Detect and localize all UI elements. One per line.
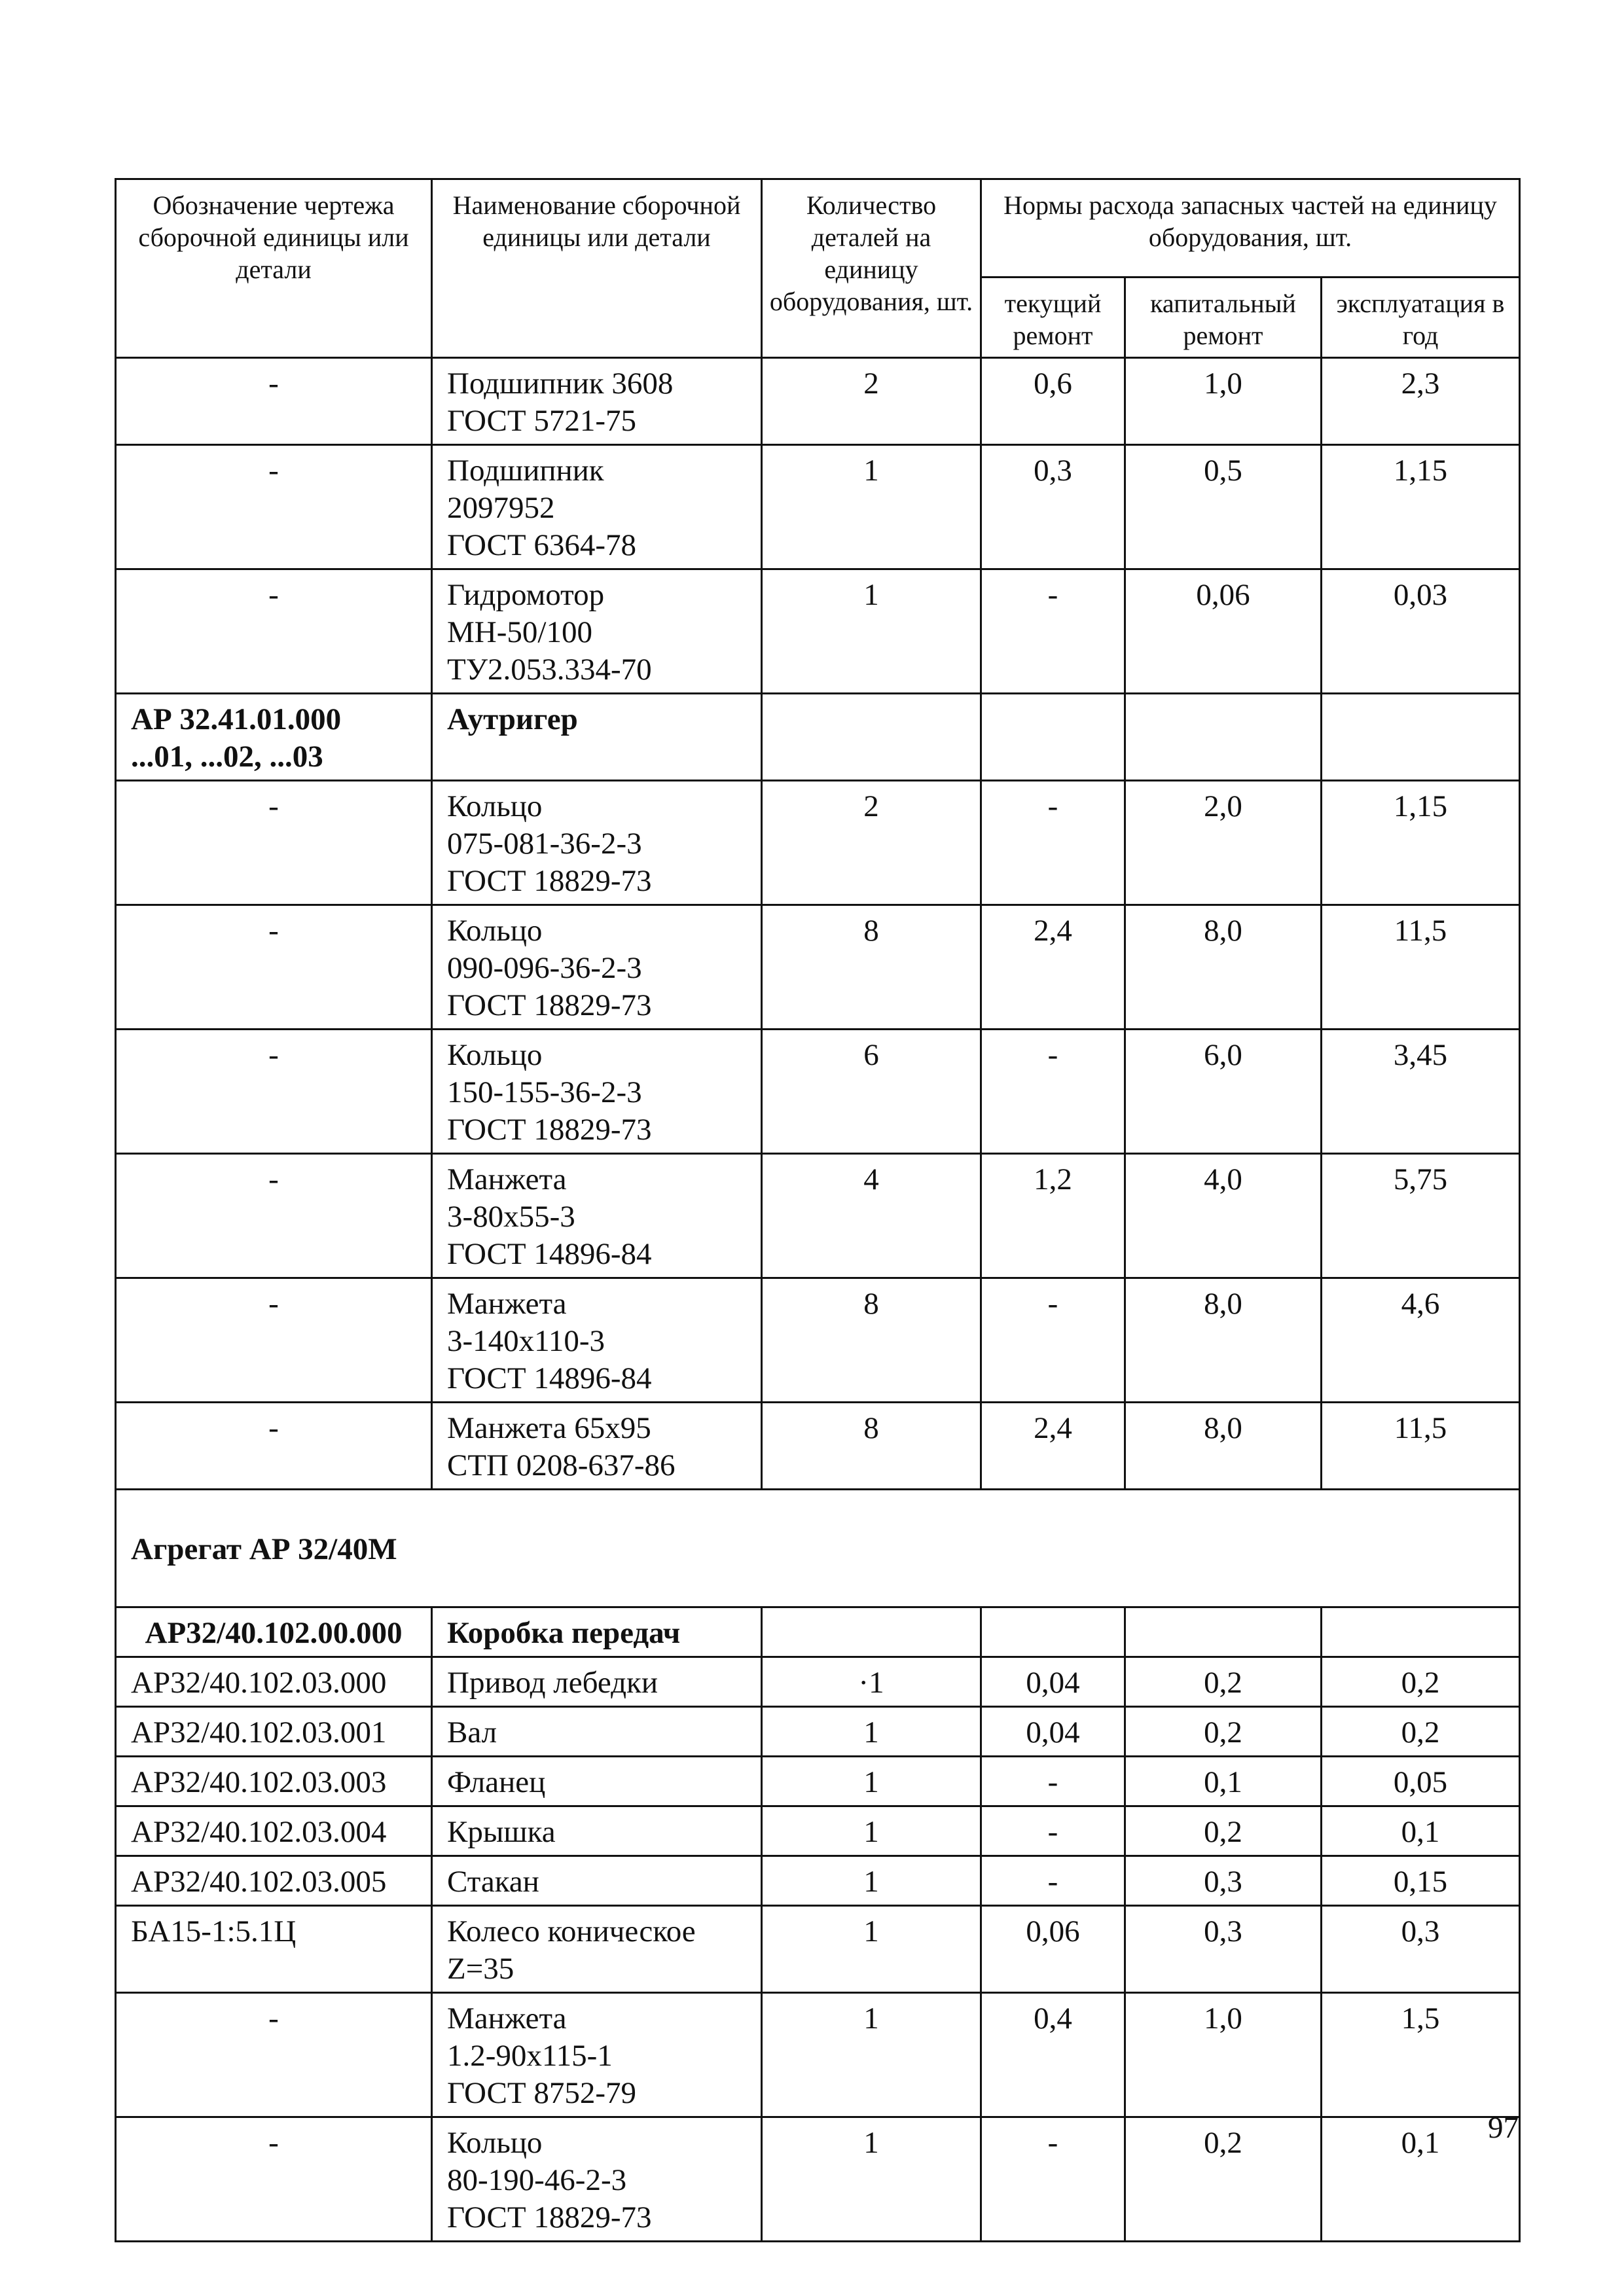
cell-yearly: 0,15: [1322, 1856, 1520, 1906]
table-row: [116, 1657, 1520, 1707]
table-row: [116, 1607, 1520, 1657]
cell-name: Кольцо 075-081-36-2-3 ГОСТ 18829-73: [432, 781, 762, 905]
cell-yearly: 2,3: [1322, 358, 1520, 445]
cell-name: Фланец: [432, 1757, 762, 1806]
table-row: [116, 1906, 1520, 1993]
cell-capital: 1,0: [1125, 358, 1322, 445]
cell-yearly: 5,75: [1322, 1154, 1520, 1278]
cell-capital: 0,3: [1125, 1856, 1322, 1906]
cell-code: -: [116, 358, 432, 445]
cell-code: БА15-1:5.1Ц: [116, 1906, 432, 1993]
cell-current: 0,04: [981, 1657, 1125, 1707]
cell-qty: 1: [762, 1806, 981, 1856]
table-row: [116, 358, 1520, 445]
table-row: [116, 1278, 1520, 1403]
header-name: Наименование сборочной единицы или детали: [432, 179, 762, 358]
cell-qty: 4: [762, 1154, 981, 1278]
cell-qty: 1: [762, 445, 981, 569]
cell-code: -: [116, 1030, 432, 1154]
cell-name: Кольцо 150-155-36-2-3 ГОСТ 18829-73: [432, 1030, 762, 1154]
cell-code: -: [116, 569, 432, 694]
cell-code: -: [116, 2117, 432, 2242]
cell-yearly: [1322, 1607, 1520, 1657]
cell-current: -: [981, 1030, 1125, 1154]
cell-yearly: 1,15: [1322, 445, 1520, 569]
page-number: 97: [1488, 2111, 1519, 2145]
cell-current: 1,2: [981, 1154, 1125, 1278]
cell-current: -: [981, 1856, 1125, 1906]
cell-yearly: 1,5: [1322, 1993, 1520, 2117]
cell-current: 2,4: [981, 1403, 1125, 1490]
table-row: [116, 569, 1520, 694]
cell-qty: 1: [762, 1856, 981, 1906]
cell-name: Коробка передач: [432, 1607, 762, 1657]
header-current-repair: текущий ремонт: [981, 278, 1125, 358]
cell-name: Гидромотор МН-50/100 ТУ2.053.334-70: [432, 569, 762, 694]
table-row: [116, 694, 1520, 781]
table-row: [116, 1154, 1520, 1278]
cell-current: 0,3: [981, 445, 1125, 569]
table-row: [116, 1030, 1520, 1154]
cell-qty: [762, 694, 981, 781]
table-row: [116, 1707, 1520, 1757]
cell-capital: 6,0: [1125, 1030, 1322, 1154]
table-row: [116, 781, 1520, 905]
cell-capital: 0,2: [1125, 2117, 1322, 2242]
table-row: [116, 1856, 1520, 1906]
cell-current: 0,06: [981, 1906, 1125, 1993]
table-row: [116, 905, 1520, 1030]
cell-capital: 0,06: [1125, 569, 1322, 694]
cell-code: АР32/40.102.03.004: [116, 1806, 432, 1856]
cell-qty: 1: [762, 1906, 981, 1993]
cell-capital: 2,0: [1125, 781, 1322, 905]
cell-yearly: 0,2: [1322, 1657, 1520, 1707]
cell-yearly: 0,05: [1322, 1757, 1520, 1806]
header-norms: Нормы расхода запасных частей на единицу оборудования, шт.: [981, 179, 1520, 278]
cell-qty: 1: [762, 569, 981, 694]
cell-code: -: [116, 905, 432, 1030]
cell-name: Стакан: [432, 1856, 762, 1906]
cell-qty: 1: [762, 1707, 981, 1757]
table-row: [116, 1403, 1520, 1490]
cell-code: -: [116, 445, 432, 569]
cell-qty: 2: [762, 358, 981, 445]
cell-qty: [762, 1607, 981, 1657]
cell-qty: 8: [762, 905, 981, 1030]
cell-name: Аутригер: [432, 694, 762, 781]
cell-capital: 1,0: [1125, 1993, 1322, 2117]
cell-name: Кольцо 090-096-36-2-3 ГОСТ 18829-73: [432, 905, 762, 1030]
cell-code: АР32/40.102.03.005: [116, 1856, 432, 1906]
cell-yearly: [1322, 694, 1520, 781]
cell-yearly: 11,5: [1322, 905, 1520, 1030]
cell-code: -: [116, 1278, 432, 1403]
table-row: [116, 1993, 1520, 2117]
spare-parts-table: [115, 178, 1521, 2242]
cell-code: АР32/40.102.03.003: [116, 1757, 432, 1806]
cell-name: Вал: [432, 1707, 762, 1757]
cell-qty: 8: [762, 1403, 981, 1490]
cell-yearly: 4,6: [1322, 1278, 1520, 1403]
cell-yearly: 0,1: [1322, 2117, 1520, 2242]
cell-code: -: [116, 1154, 432, 1278]
cell-current: -: [981, 1757, 1125, 1806]
cell-capital: 0,2: [1125, 1707, 1322, 1757]
cell-yearly: 3,45: [1322, 1030, 1520, 1154]
cell-current: 2,4: [981, 905, 1125, 1030]
cell-qty: ·1: [762, 1657, 981, 1707]
cell-capital: [1125, 1607, 1322, 1657]
cell-capital: 0,1: [1125, 1757, 1322, 1806]
cell-current: -: [981, 569, 1125, 694]
cell-qty: 2: [762, 781, 981, 905]
table-row: [116, 2117, 1520, 2242]
group-row: [116, 1490, 1520, 1607]
cell-current: [981, 1607, 1125, 1657]
cell-name: Крышка: [432, 1806, 762, 1856]
cell-capital: 4,0: [1125, 1154, 1322, 1278]
cell-qty: 1: [762, 1757, 981, 1806]
cell-current: 0,4: [981, 1993, 1125, 2117]
cell-code: -: [116, 1403, 432, 1490]
cell-qty: 1: [762, 2117, 981, 2242]
cell-current: [981, 694, 1125, 781]
cell-capital: [1125, 694, 1322, 781]
cell-code: АР32/40.102.00.000: [116, 1607, 432, 1657]
cell-current: 0,04: [981, 1707, 1125, 1757]
cell-name: Манжета 65х95 СТП 0208-637-86: [432, 1403, 762, 1490]
cell-code: АР 32.41.01.000 ...01, ...02, ...03: [116, 694, 432, 781]
header-capital-repair: капитальный ремонт: [1125, 278, 1322, 358]
cell-capital: 0,2: [1125, 1806, 1322, 1856]
cell-yearly: 1,15: [1322, 781, 1520, 905]
cell-capital: 0,5: [1125, 445, 1322, 569]
cell-name: Подшипник 2097952 ГОСТ 6364-78: [432, 445, 762, 569]
cell-code: -: [116, 1993, 432, 2117]
cell-qty: 6: [762, 1030, 981, 1154]
cell-code: -: [116, 781, 432, 905]
cell-capital: 8,0: [1125, 1403, 1322, 1490]
cell-name: Манжета 3-140х110-3 ГОСТ 14896-84: [432, 1278, 762, 1403]
cell-yearly: 0,3: [1322, 1906, 1520, 1993]
table-row: [116, 445, 1520, 569]
cell-yearly: 0,2: [1322, 1707, 1520, 1757]
header-quantity: Количество деталей на единицу оборудования, шт.: [762, 179, 981, 358]
cell-name: Привод лебедки: [432, 1657, 762, 1707]
cell-yearly: 0,03: [1322, 569, 1520, 694]
cell-current: -: [981, 1278, 1125, 1403]
cell-capital: 8,0: [1125, 1278, 1322, 1403]
cell-name: Колесо коническое Z=35: [432, 1906, 762, 1993]
cell-current: -: [981, 1806, 1125, 1856]
group-title: Агрегат АР 32/40М: [116, 1490, 1520, 1607]
cell-qty: 1: [762, 1993, 981, 2117]
table-row: [116, 1806, 1520, 1856]
cell-name: Манжета 1.2-90х115-1 ГОСТ 8752-79: [432, 1993, 762, 2117]
cell-name: Кольцо 80-190-46-2-3 ГОСТ 18829-73: [432, 2117, 762, 2242]
cell-name: Манжета 3-80х55-3 ГОСТ 14896-84: [432, 1154, 762, 1278]
cell-capital: 8,0: [1125, 905, 1322, 1030]
cell-current: 0,6: [981, 358, 1125, 445]
cell-qty: 8: [762, 1278, 981, 1403]
table-row: [116, 1757, 1520, 1806]
cell-name: Подшипник 3608 ГОСТ 5721-75: [432, 358, 762, 445]
cell-yearly: 11,5: [1322, 1403, 1520, 1490]
header-operation: эксплуатация в год: [1322, 278, 1520, 358]
cell-current: -: [981, 2117, 1125, 2242]
cell-yearly: 0,1: [1322, 1806, 1520, 1856]
cell-code: АР32/40.102.03.000: [116, 1657, 432, 1707]
cell-code: АР32/40.102.03.001: [116, 1707, 432, 1757]
cell-current: -: [981, 781, 1125, 905]
cell-capital: 0,3: [1125, 1906, 1322, 1993]
header-designation: Обозначение чертежа сборочной единицы или детали: [116, 179, 432, 358]
cell-capital: 0,2: [1125, 1657, 1322, 1707]
